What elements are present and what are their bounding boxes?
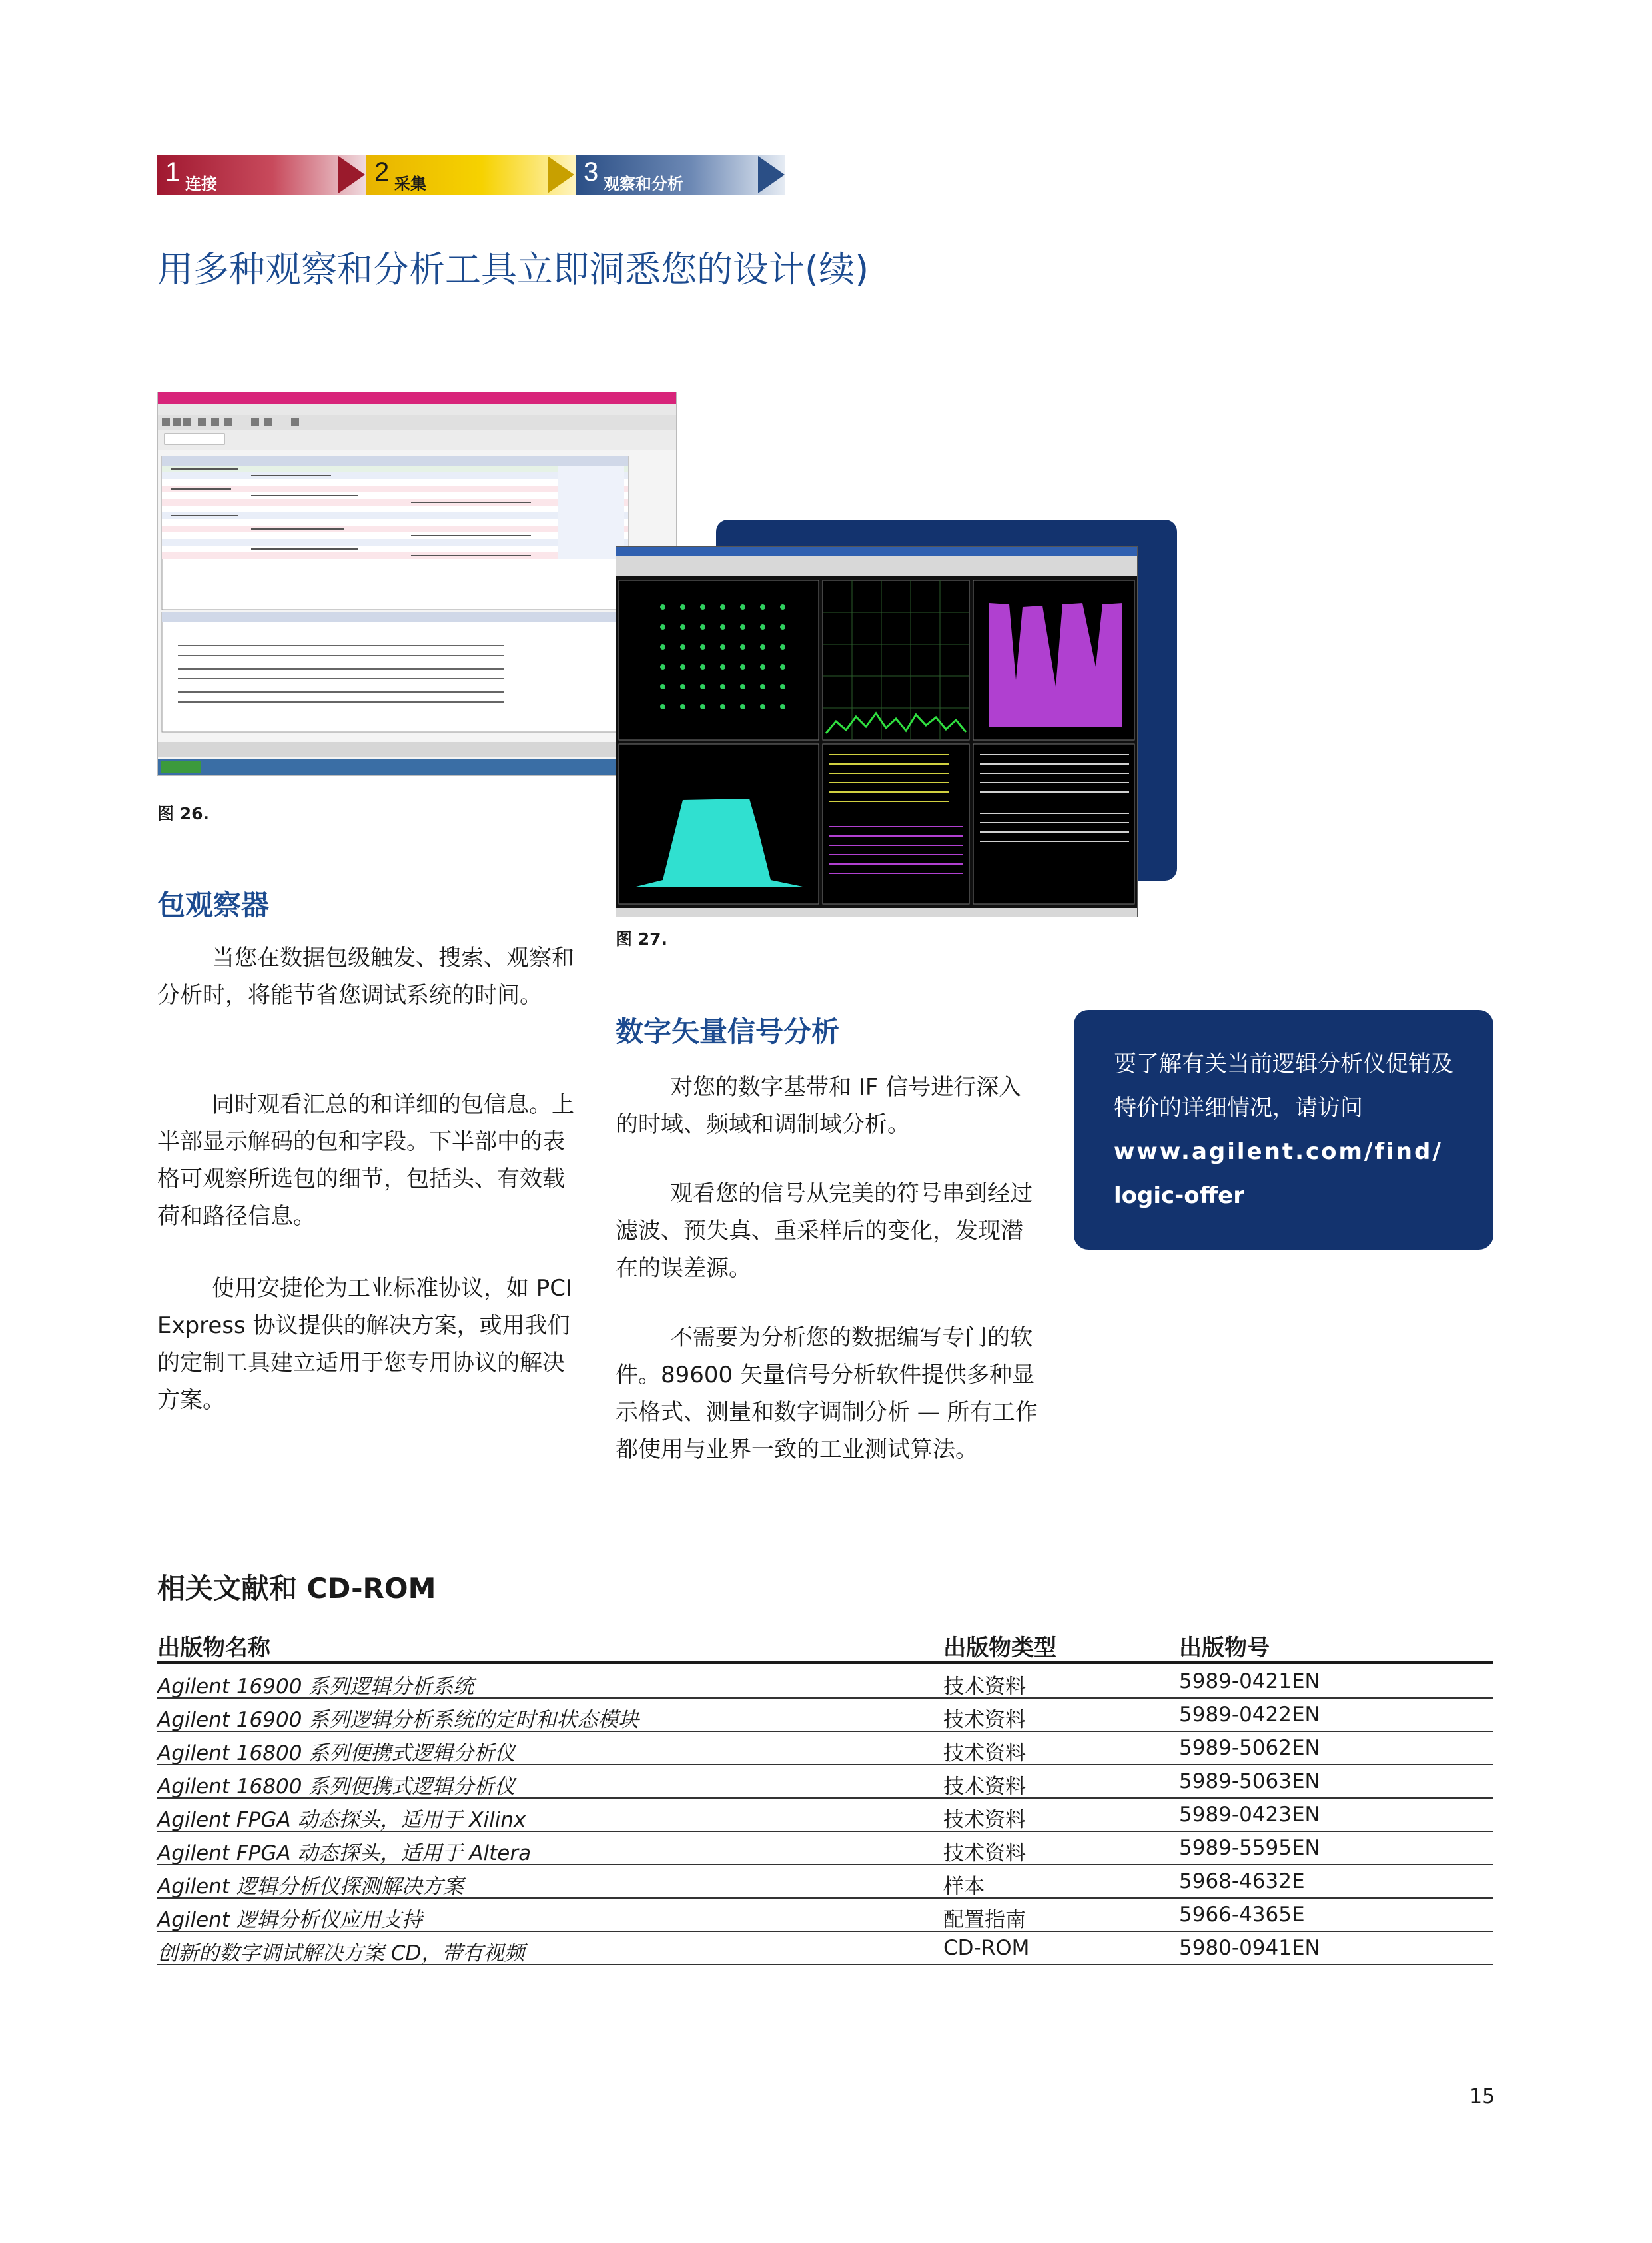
column-header-type: 出版物类型 xyxy=(943,1635,1056,1661)
publication-title: Agilent 16900 系列逻辑分析系统的定时和状态模块 xyxy=(157,1708,639,1732)
table-row xyxy=(157,1697,1493,1732)
promo-line: 要了解有关当前逻辑分析仪促销及特价的详细情况，请访问 xyxy=(1114,1051,1453,1121)
publication-title: Agilent 16800 系列便携式逻辑分析仪 xyxy=(157,1775,516,1799)
publication-number: 5989-0423EN xyxy=(1179,1803,1320,1827)
step-arrow-icon xyxy=(548,156,574,193)
publication-type: 技术资料 xyxy=(943,1741,1026,1765)
step-number: 1 xyxy=(165,157,181,187)
packet-viewer-screenshot xyxy=(157,392,677,776)
step-number: 3 xyxy=(584,157,599,187)
step-number: 2 xyxy=(374,157,390,187)
publication-title: Agilent 16800 系列便携式逻辑分析仪 xyxy=(157,1741,516,1765)
publication-number: 5966-4365E xyxy=(1179,1903,1305,1927)
step-acquire xyxy=(366,155,576,195)
vsa-heading: 数字矢量信号分析 xyxy=(616,1015,840,1048)
step-label: 观察和分析 xyxy=(604,175,683,193)
publication-number: 5989-0421EN xyxy=(1179,1669,1320,1693)
table-row xyxy=(157,1764,1493,1799)
table-row xyxy=(157,1831,1493,1865)
related-literature-heading: 相关文献和 CD-ROM xyxy=(157,1572,436,1605)
publication-number: 5989-5063EN xyxy=(1179,1769,1320,1793)
figure-26-caption: 图 26. xyxy=(157,804,209,823)
publication-title: 创新的数字调试解决方案 CD，带有视频 xyxy=(157,1941,525,1965)
publication-type: CD-ROM xyxy=(943,1936,1030,1960)
publication-type: 技术资料 xyxy=(943,1775,1026,1799)
table-row xyxy=(157,1864,1493,1899)
publication-type: 技术资料 xyxy=(943,1808,1026,1832)
column-header-title: 出版物名称 xyxy=(157,1635,270,1661)
promo-url-link[interactable]: www.agilent.com/find/ xyxy=(1114,1138,1443,1165)
paragraph-text: 同时观看汇总的和详细的包信息。上半部显示解码的包和字段。下半部中的表格可观察所选包的细节，包括头、有效载荷和路径信息。 xyxy=(157,1091,574,1230)
vsa-paragraph xyxy=(616,1175,1039,1287)
page-number: 15 xyxy=(1469,2085,1495,2108)
column-header-number: 出版物号 xyxy=(1179,1635,1270,1661)
publication-number: 5980-0941EN xyxy=(1179,1936,1320,1960)
table-row xyxy=(157,1931,1493,1965)
publication-title: Agilent 逻辑分析仪探测解决方案 xyxy=(157,1875,464,1899)
page-title: 用多种观察和分析工具立即洞悉您的设计(续) xyxy=(157,248,869,290)
promo-box xyxy=(1074,1010,1493,1250)
paragraph-text: 不需要为分析您的数据编写专门的软件。89600 矢量信号分析软件提供多种显示格式、测量和数字调制分析 — 所有工作都使用与业界一致的工业测试算法。 xyxy=(616,1324,1038,1463)
publication-number: 5989-5595EN xyxy=(1179,1836,1320,1860)
packet-viewer-paragraph xyxy=(157,1086,581,1235)
publication-title: Agilent 16900 系列逻辑分析系统 xyxy=(157,1675,474,1699)
step-label: 连接 xyxy=(185,175,217,193)
publication-type: 技术资料 xyxy=(943,1841,1026,1865)
step-view-analyze xyxy=(576,155,785,195)
vsa-screenshot xyxy=(616,546,1138,917)
paragraph-text: 使用安捷伦为工业标准协议，如 PCI Express 协议提供的解决方案，或用我们的定制工具建立适用于您专用协议的解决方案。 xyxy=(157,1275,573,1414)
step-arrow-icon xyxy=(338,156,365,193)
paragraph-text: 对您的数字基带和 IF 信号进行深入的时域、频域和调制域分析。 xyxy=(616,1074,1022,1138)
publication-number: 5989-5062EN xyxy=(1179,1736,1320,1760)
paragraph-text: 当您在数据包级触发、搜索、观察和分析时，将能节省您调试系统的时间。 xyxy=(157,945,574,1009)
publication-number: 5968-4632E xyxy=(1179,1869,1305,1893)
step-connect xyxy=(157,155,367,195)
figure-27-caption: 图 27. xyxy=(616,929,667,949)
step-arrow-icon xyxy=(758,156,785,193)
publication-title: Agilent FPGA 动态探头，适用于 Altera xyxy=(157,1841,532,1865)
promo-url-link[interactable]: logic-offer xyxy=(1114,1182,1244,1209)
step-label: 采集 xyxy=(394,175,426,193)
publication-title: Agilent 逻辑分析仪应用支持 xyxy=(157,1908,422,1932)
publication-number: 5989-0422EN xyxy=(1179,1703,1320,1727)
table-row xyxy=(157,1664,1493,1699)
vsa-paragraph xyxy=(616,1319,1039,1468)
table-row xyxy=(157,1897,1493,1932)
table-row xyxy=(157,1797,1493,1832)
publication-type: 样本 xyxy=(943,1875,985,1899)
publication-type: 技术资料 xyxy=(943,1675,1026,1699)
publication-type: 配置指南 xyxy=(943,1908,1026,1932)
publication-type: 技术资料 xyxy=(943,1708,1026,1732)
promo-text xyxy=(1114,1042,1473,1218)
packet-viewer-paragraph xyxy=(157,939,581,1014)
vsa-paragraph xyxy=(616,1069,1039,1143)
packet-viewer-paragraph xyxy=(157,1270,581,1419)
vsa-image xyxy=(616,547,1137,917)
packet-viewer-image xyxy=(158,392,676,775)
packet-viewer-heading: 包观察器 xyxy=(157,889,270,921)
publication-title: Agilent FPGA 动态探头，适用于 Xilinx xyxy=(157,1808,526,1832)
paragraph-text: 观看您的信号从完美的符号串到经过滤波、预失真、重采样后的变化，发现潜在的误差源。 xyxy=(616,1180,1032,1282)
table-row xyxy=(157,1731,1493,1765)
